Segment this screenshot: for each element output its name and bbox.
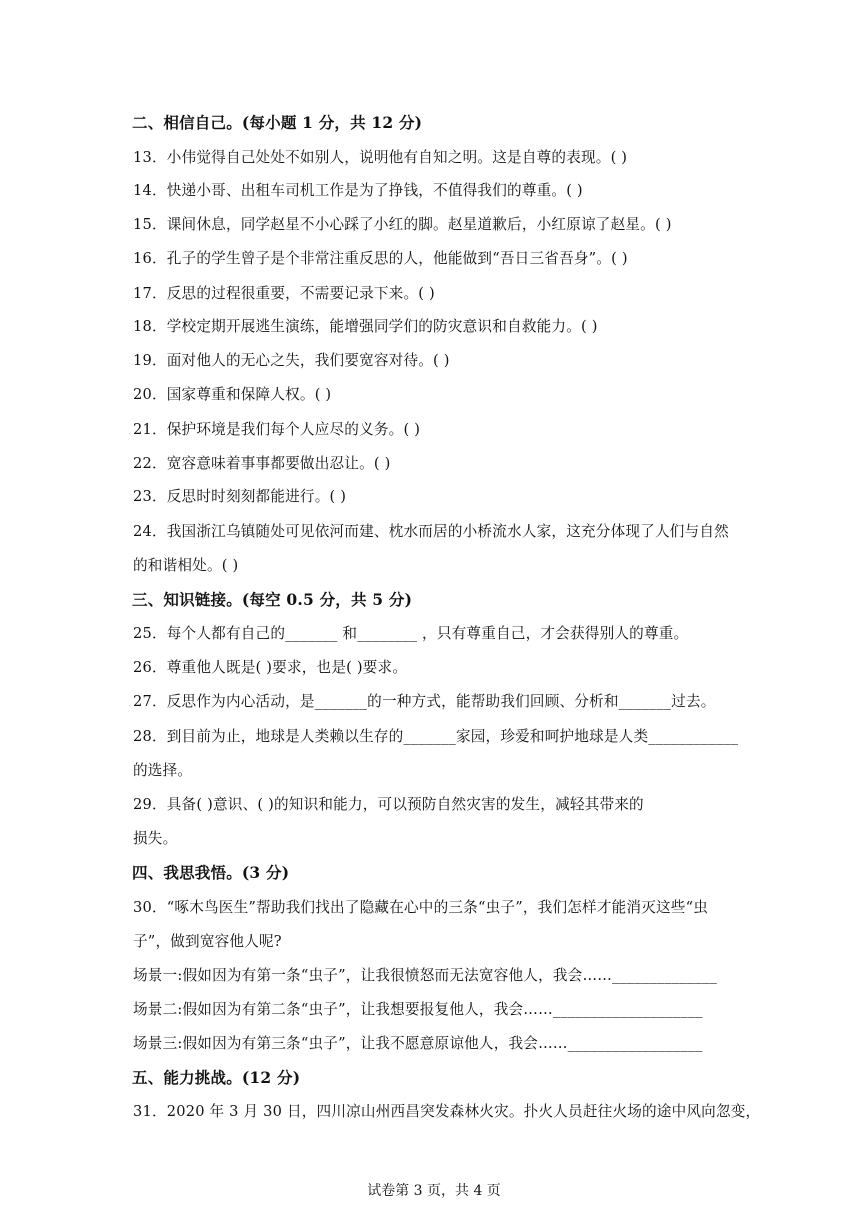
question-21: 21．保护环境是我们每个人应尽的义务。( ) [133,421,421,438]
page-footer: 试卷第 3 页，共 4 页 [367,1183,501,1199]
question-30: 30．“啄木鸟医生”帮助我们找出了隐藏在心中的三条“虫子”，我们怎样才能消灭这些“虫 [133,899,709,916]
scenario-3: 场景三:假如因为有第三条“虫子”，让我不愿意原谅他人，我会……__________________ [133,1035,703,1052]
section-heading-5: 五、能力挑战。(12 分) [132,1068,301,1087]
question-24: 24．我国浙江乌镇随处可见依河而建、枕水而居的小桥流水人家，这充分体现了人们与自然 [133,523,729,540]
question-23: 23．反思时时刻刻都能进行。( ) [133,488,347,505]
question-22: 22．宽容意味着事事都要做出忍让。( ) [133,455,391,472]
question-17: 17．反思的过程很重要，不需要记录下来。( ) [133,285,435,302]
question-30-cont: 子”，做到宽容他人呢? [133,933,282,950]
question-26: 26．尊重他人既是( )要求，也是( )要求。 [133,659,408,676]
question-29-cont: 损失。 [133,830,178,847]
question-25: 25．每个人都有自己的_______ 和________ ，只有尊重自己，才会获得别人的尊重。 [133,625,689,642]
section-heading-4: 四、我思我悟。(3 分) [132,863,290,882]
question-29: 29．具备( )意识、( )的知识和能力，可以预防自然灾害的发生，减轻其带来的 [133,796,644,813]
question-27: 27．反思作为内心活动，是_______的一种方式，能帮助我们回顾、分析和_______过去。 [133,693,716,710]
question-15: 15．课间休息，同学赵星不小心踩了小红的脚。赵星道歉后，小红原谅了赵星。( ) [133,216,672,233]
question-14: 14．快递小哥、出租车司机工作是为了挣钱，不值得我们的尊重。( ) [133,182,583,199]
question-20: 20．国家尊重和保障人权。( ) [133,386,332,403]
question-24-cont: 的和谐相处。( ) [133,557,239,574]
question-19: 19．面对他人的无心之失，我们要宽容对待。( ) [133,352,450,369]
question-28: 28．到目前为止，地球是人类赖以生存的_______家园，珍爱和呵护地球是人类____________ [133,728,739,745]
question-28-cont: 的选择。 [133,762,193,779]
section-heading-2: 二、相信自己。(每小题 1 分，共 12 分) [132,113,423,132]
section-heading-3: 三、知识链接。(每空 0.5 分，共 5 分) [132,590,413,609]
question-31: 31．2020 年 3 月 30 日，四川凉山州西昌突发森林火灾。扑火人员赶往火场的途中风向忽变， [133,1103,761,1120]
scenario-1: 场景一:假如因为有第一条“虫子”，让我很愤怒而无法宽容他人，我会……______________ [133,967,718,984]
scenario-2: 场景二:假如因为有第二条“虫子”，让我想要报复他人，我会……____________________ [133,1001,703,1018]
question-18: 18．学校定期开展逃生演练，能增强同学们的防灾意识和自救能力。( ) [133,318,598,335]
question-16: 16．孔子的学生曾子是个非常注重反思的人，他能做到“吾日三省吾身”。( ) [133,250,628,267]
question-13: 13．小伟觉得自己处处不如别人，说明他有自知之明。这是自尊的表现。( ) [133,149,628,166]
